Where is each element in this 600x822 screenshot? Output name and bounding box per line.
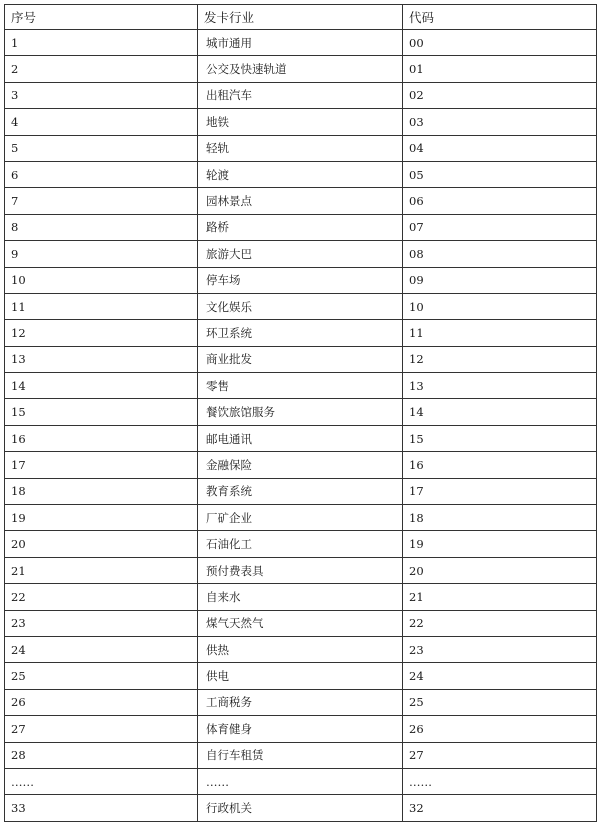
industry-name-cell: ……: [198, 768, 403, 794]
code-cell: 09: [403, 267, 597, 293]
code-cell: 27: [403, 742, 597, 768]
table-row: [5, 267, 597, 293]
serial-number-cell: 11: [5, 293, 198, 319]
industry-name-cell: 邮电通讯: [198, 425, 403, 451]
serial-number-cell: 10: [5, 267, 198, 293]
table-row: [5, 636, 597, 662]
serial-number-cell: 6: [5, 161, 198, 187]
code-cell: 17: [403, 478, 597, 504]
code-cell: 16: [403, 452, 597, 478]
table-row: [5, 346, 597, 372]
industry-name-cell: 环卫系统: [198, 320, 403, 346]
table-row: [5, 689, 597, 715]
table-row: [5, 135, 597, 161]
serial-number-cell: ……: [5, 768, 198, 794]
code-cell: 32: [403, 795, 597, 821]
code-cell: 01: [403, 56, 597, 82]
code-cell: 02: [403, 82, 597, 108]
industry-name-cell: 轻轨: [198, 135, 403, 161]
table-row: [5, 82, 597, 108]
serial-number-cell: 23: [5, 610, 198, 636]
table-row: [5, 531, 597, 557]
industry-name-cell: 厂矿企业: [198, 505, 403, 531]
table-row: [5, 109, 597, 135]
industry-name-cell: 供热: [198, 636, 403, 662]
code-cell: 13: [403, 373, 597, 399]
code-cell: 06: [403, 188, 597, 214]
table-header-row: [5, 5, 597, 30]
code-cell: 24: [403, 663, 597, 689]
table-row: [5, 795, 597, 821]
table-row: [5, 478, 597, 504]
industry-name-cell: 工商税务: [198, 689, 403, 715]
code-cell: 14: [403, 399, 597, 425]
serial-number-cell: 26: [5, 689, 198, 715]
table-row: [5, 373, 597, 399]
table-row: [5, 663, 597, 689]
table-row: [5, 584, 597, 610]
industry-name-cell: 餐饮旅馆服务: [198, 399, 403, 425]
industry-name-cell: 轮渡: [198, 161, 403, 187]
code-cell: 26: [403, 716, 597, 742]
industry-name-cell: 旅游大巴: [198, 241, 403, 267]
table-row: [5, 742, 597, 768]
industry-code-table: [4, 4, 597, 822]
serial-number-cell: 13: [5, 346, 198, 372]
table-row: [5, 505, 597, 531]
industry-name-cell: 行政机关: [198, 795, 403, 821]
code-cell: ……: [403, 768, 597, 794]
code-cell: 00: [403, 30, 597, 56]
industry-name-cell: 自来水: [198, 584, 403, 610]
code-cell: 08: [403, 241, 597, 267]
serial-number-cell: 21: [5, 557, 198, 583]
industry-name-cell: 园林景点: [198, 188, 403, 214]
table-row: [5, 399, 597, 425]
industry-name-cell: 文化娱乐: [198, 293, 403, 319]
industry-name-cell: 零售: [198, 373, 403, 399]
serial-number-cell: 27: [5, 716, 198, 742]
table-row: [5, 161, 597, 187]
serial-number-cell: 25: [5, 663, 198, 689]
code-cell: 11: [403, 320, 597, 346]
header-card-industry: 发卡行业: [198, 5, 403, 30]
table-row: [5, 610, 597, 636]
code-cell: 10: [403, 293, 597, 319]
industry-name-cell: 预付费表具: [198, 557, 403, 583]
table-row: [5, 320, 597, 346]
industry-name-cell: 公交及快速轨道: [198, 56, 403, 82]
industry-name-cell: 商业批发: [198, 346, 403, 372]
table-body: [5, 30, 597, 822]
serial-number-cell: 15: [5, 399, 198, 425]
table-row: [5, 425, 597, 451]
code-cell: 22: [403, 610, 597, 636]
industry-name-cell: 出租汽车: [198, 82, 403, 108]
serial-number-cell: 16: [5, 425, 198, 451]
industry-name-cell: 教育系统: [198, 478, 403, 504]
code-cell: 12: [403, 346, 597, 372]
code-cell: 04: [403, 135, 597, 161]
table-row: [5, 30, 597, 56]
serial-number-cell: 1: [5, 30, 198, 56]
code-cell: 15: [403, 425, 597, 451]
serial-number-cell: 28: [5, 742, 198, 768]
code-cell: 05: [403, 161, 597, 187]
serial-number-cell: 18: [5, 478, 198, 504]
industry-name-cell: 供电: [198, 663, 403, 689]
industry-name-cell: 煤气天然气: [198, 610, 403, 636]
industry-name-cell: 路桥: [198, 214, 403, 240]
code-cell: 07: [403, 214, 597, 240]
code-cell: 18: [403, 505, 597, 531]
serial-number-cell: 17: [5, 452, 198, 478]
serial-number-cell: 3: [5, 82, 198, 108]
serial-number-cell: 5: [5, 135, 198, 161]
document-page: [4, 4, 596, 816]
industry-name-cell: 金融保险: [198, 452, 403, 478]
serial-number-cell: 24: [5, 636, 198, 662]
table-row: [5, 452, 597, 478]
code-cell: 20: [403, 557, 597, 583]
code-cell: 23: [403, 636, 597, 662]
serial-number-cell: 9: [5, 241, 198, 267]
serial-number-cell: 7: [5, 188, 198, 214]
serial-number-cell: 14: [5, 373, 198, 399]
code-cell: 03: [403, 109, 597, 135]
serial-number-cell: 8: [5, 214, 198, 240]
industry-name-cell: 体育健身: [198, 716, 403, 742]
table-row: [5, 716, 597, 742]
serial-number-cell: 4: [5, 109, 198, 135]
table-row: [5, 241, 597, 267]
code-cell: 19: [403, 531, 597, 557]
industry-name-cell: 石油化工: [198, 531, 403, 557]
header-serial-number: 序号: [5, 5, 198, 30]
serial-number-cell: 2: [5, 56, 198, 82]
serial-number-cell: 19: [5, 505, 198, 531]
table-row: [5, 557, 597, 583]
table-row: [5, 768, 597, 794]
code-cell: 21: [403, 584, 597, 610]
serial-number-cell: 20: [5, 531, 198, 557]
table-row: [5, 293, 597, 319]
table-row: [5, 56, 597, 82]
code-cell: 25: [403, 689, 597, 715]
industry-name-cell: 停车场: [198, 267, 403, 293]
header-code: 代码: [403, 5, 597, 30]
serial-number-cell: 22: [5, 584, 198, 610]
industry-name-cell: 地铁: [198, 109, 403, 135]
industry-name-cell: 自行车租赁: [198, 742, 403, 768]
table-row: [5, 188, 597, 214]
table-row: [5, 214, 597, 240]
serial-number-cell: 33: [5, 795, 198, 821]
serial-number-cell: 12: [5, 320, 198, 346]
industry-name-cell: 城市通用: [198, 30, 403, 56]
